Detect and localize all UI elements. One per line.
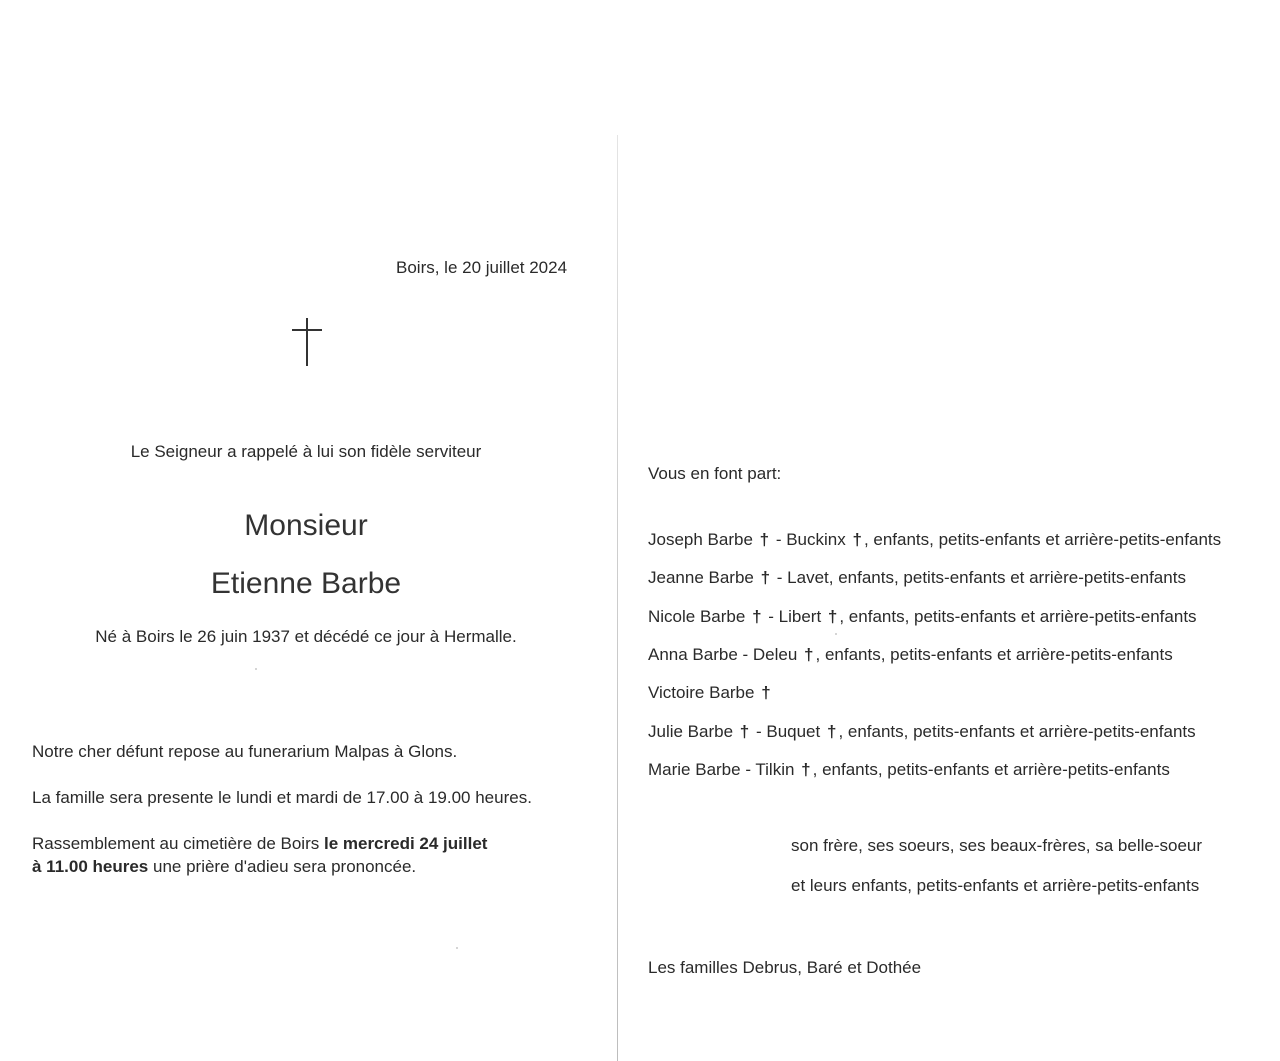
- family-row-text: - Buquet: [751, 721, 825, 741]
- deceased-title: Monsieur: [244, 509, 368, 542]
- family-row-text: , enfants, petits-enfants et arrière-petits-enfants: [815, 644, 1173, 664]
- family-row-text: Anna Barbe - Deleu: [648, 644, 803, 664]
- family-row-text: - Lavet, enfants, petits-enfants et arrière-petits-enfants: [772, 568, 1186, 588]
- family-row-text: , enfants, petits-enfants et arrière-petits-enfants: [838, 721, 1196, 741]
- family-row: [648, 607, 1197, 627]
- presence-line: La famille sera presente le lundi et mardi de 17.00 à 19.00 heures.: [32, 788, 532, 807]
- latin-cross-icon: [292, 318, 322, 366]
- birth-death-line: Né à Boirs le 26 juin 1937 et décédé ce jour à Hermalle.: [95, 627, 517, 646]
- deceased-name: Etienne Barbe: [210, 567, 402, 600]
- family-row-text: Julie Barbe: [648, 721, 738, 741]
- family-row: [648, 760, 1170, 780]
- family-row-text: Marie Barbe - Tilkin: [648, 759, 800, 779]
- family-row: [648, 530, 1221, 550]
- gathering-time: à 11.00 heures: [32, 857, 149, 876]
- scan-speck: [835, 633, 837, 635]
- gathering-text: Rassemblement au cimetière de Boirs: [32, 834, 324, 853]
- family-row-text: , enfants, petits-enfants et arrière-petits-enfants: [812, 759, 1170, 779]
- siblings-line-2: et leurs enfants, petits-enfants et arrière-petits-enfants: [791, 876, 1200, 895]
- scan-speck: [456, 947, 458, 949]
- dagger-icon: †: [739, 721, 750, 741]
- dagger-icon: †: [761, 683, 771, 703]
- family-row-text: , enfants, petits-enfants et arrière-petits-enfants: [863, 530, 1222, 549]
- family-row-text: Joseph Barbe: [648, 530, 758, 549]
- siblings-line-1: son frère, ses soeurs, ses beaux-frères, sa belle-soeur: [791, 836, 1203, 855]
- intro-line: Le Seigneur a rappelé à lui son fidèle serviteur: [130, 442, 482, 461]
- gathering-line-2: [32, 857, 416, 877]
- dagger-icon: †: [852, 530, 862, 549]
- family-row-text: Victoire Barbe: [648, 683, 760, 703]
- family-row: [648, 568, 1186, 588]
- dagger-icon: †: [752, 606, 762, 626]
- gathering-line-1: [32, 834, 487, 854]
- family-row: [648, 645, 1173, 665]
- dagger-icon: †: [827, 606, 838, 626]
- repose-line: Notre cher défunt repose au funerarium Malpas à Glons.: [32, 742, 458, 761]
- dagger-icon: †: [801, 759, 811, 779]
- gathering-text-end: une prière d'adieu sera prononcée.: [148, 857, 417, 876]
- family-row: [648, 683, 773, 703]
- dagger-icon: †: [804, 644, 814, 664]
- announcement-heading: Vous en font part:: [648, 464, 782, 483]
- family-row-text: Jeanne Barbe: [648, 568, 759, 588]
- dagger-icon: †: [760, 568, 771, 588]
- scan-speck: [255, 668, 257, 670]
- dagger-icon: †: [826, 721, 837, 741]
- gathering-date: le mercredi 24 juillet: [323, 834, 488, 853]
- family-row-text: , enfants, petits-enfants et arrière-petits-enfants: [839, 606, 1197, 626]
- family-row: [648, 722, 1196, 742]
- family-row-text: Nicole Barbe: [648, 606, 751, 626]
- fold-line: [617, 135, 618, 1061]
- other-families-line: Les familles Debrus, Baré et Dothée: [648, 958, 922, 977]
- family-row-text: - Libert: [763, 606, 826, 626]
- dagger-icon: †: [759, 530, 770, 549]
- date-line: Boirs, le 20 juillet 2024: [396, 258, 568, 277]
- family-row-text: - Buckinx: [771, 530, 851, 549]
